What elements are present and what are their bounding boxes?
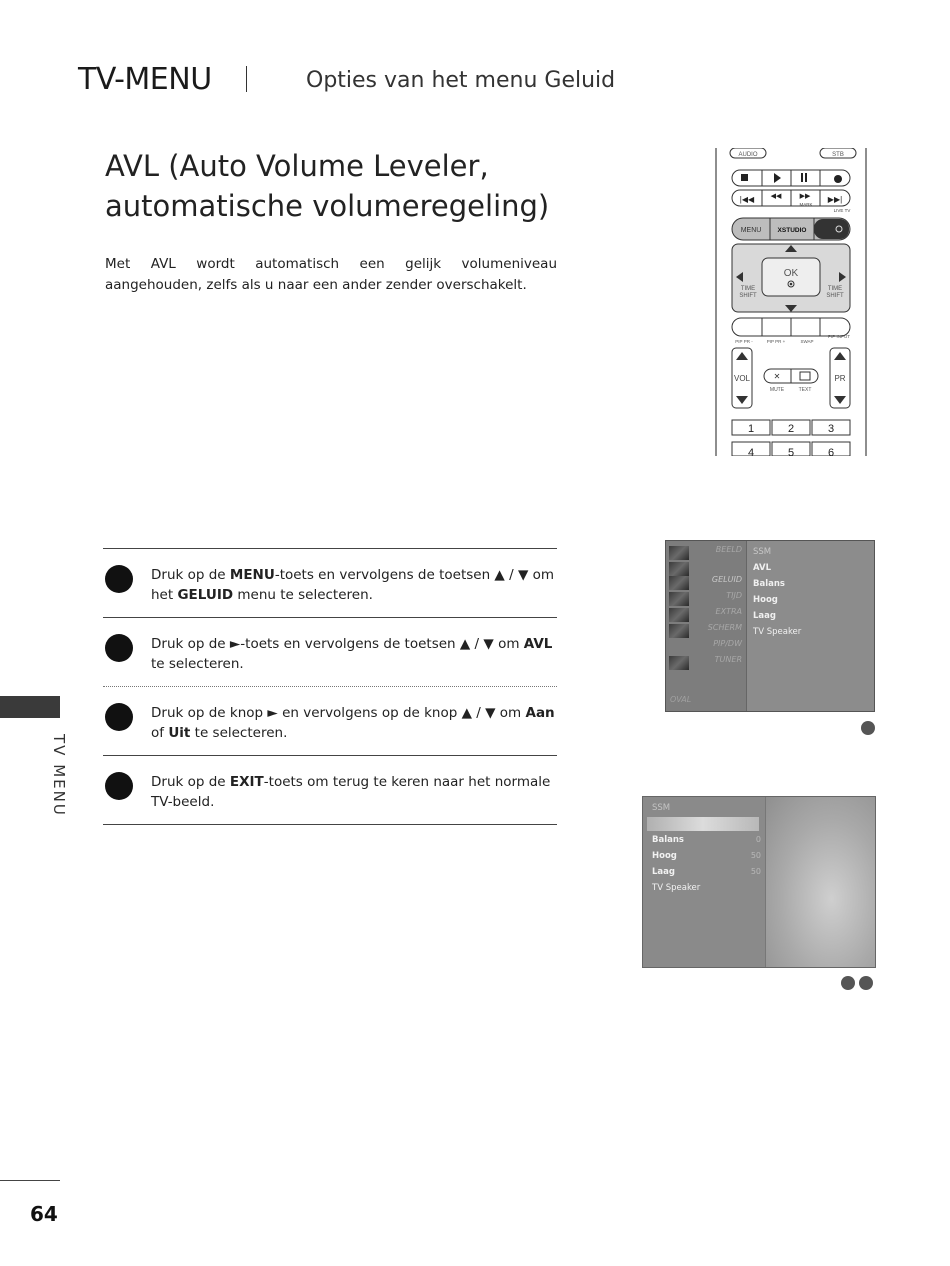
intro-paragraph: Met AVL wordt automatisch een gelijk volumeniveau aangehouden, zelfs als u naar een ander zender overschakelt. <box>105 256 557 293</box>
osd-footer: OVAL <box>670 695 692 704</box>
skip-forward-icon: ▶▶| <box>827 195 843 204</box>
step-4: Druk op de EXIT-toets om terug te keren naar het normale TV-beeld. <box>103 755 557 824</box>
category-thumb-icon <box>669 546 689 560</box>
page-title-line-2: automatische volumeregeling) <box>105 189 550 223</box>
aan-label: Aan <box>525 705 555 721</box>
stop-icon <box>741 174 748 181</box>
audio-button: AUDIO <box>738 152 758 158</box>
osd-category: EXTRA <box>666 607 746 623</box>
osd-value-laag: 50 <box>750 867 761 876</box>
pip-input-label: PIP INPUT <box>828 334 850 339</box>
time-shift-right-l1: TIME <box>827 286 843 292</box>
osd-category-selected: GELUID <box>666 575 746 591</box>
steps-bottom-rule <box>103 824 557 825</box>
pr-label: PR <box>834 374 846 383</box>
play-icon <box>774 173 781 183</box>
osd-item-balans: Balans <box>652 835 684 845</box>
record-icon <box>834 175 842 183</box>
xstudio-button: XSTUDIO <box>777 227 807 234</box>
key-4: 4 <box>747 447 755 456</box>
text-icon <box>800 372 810 380</box>
category-thumb-icon <box>669 592 689 606</box>
mute-label: MUTE <box>769 387 785 393</box>
step-bullet-icon <box>105 565 133 593</box>
page-title-line-1: AVL (Auto Volume Leveler, <box>105 149 489 183</box>
step-2: Druk op de ►-toets en vervolgens de toetsen ▲ / ▼ om AVL te selecteren. <box>103 617 557 686</box>
osd-tv-picture <box>766 797 875 967</box>
step-bullet-icon <box>105 703 133 731</box>
side-tab-marker <box>0 696 60 718</box>
step-indicator-dot <box>841 976 855 990</box>
page-number: 64 <box>30 1202 58 1226</box>
avl-label: AVL <box>523 636 553 652</box>
section-subtitle: Opties van het menu Geluid <box>306 68 616 93</box>
pr-down-icon <box>834 396 846 404</box>
time-shift-right-l2: SHIFT <box>826 293 844 299</box>
mute-icon: ✕ <box>773 372 781 381</box>
time-shift-left-l2: SHIFT <box>739 293 757 299</box>
uit-label: Uit <box>168 725 191 741</box>
step-bullet-icon <box>105 772 133 800</box>
side-tab-label: TV MENU <box>50 734 68 817</box>
osd-value-balans: 0 <box>755 835 761 844</box>
page-title <box>105 146 625 226</box>
osd-category: TUNER <box>666 655 746 671</box>
vol-label: VOL <box>733 374 751 383</box>
osd-screenshot-2 <box>642 796 876 968</box>
pip-pr-plus-label: PIP PR + <box>766 339 786 344</box>
key-6: 6 <box>827 447 835 456</box>
vol-down-icon <box>736 396 748 404</box>
osd-item-column <box>643 797 766 967</box>
osd-item-laag: Laag <box>753 611 776 621</box>
osd-category: BEELD <box>666 545 746 561</box>
section-heading: TV-MENU <box>78 62 212 97</box>
remote-control-illustration <box>714 148 868 456</box>
live-tv-label: LIVE TV <box>833 208 851 213</box>
footer-rule <box>0 1180 60 1181</box>
osd-category: SCHERM <box>666 623 746 639</box>
category-thumb-icon <box>669 576 689 590</box>
pr-up-icon <box>834 352 846 360</box>
osd-item-hoog: Hoog <box>753 595 778 605</box>
time-shift-left-l1: TIME <box>740 286 756 292</box>
text-label: TEXT <box>798 387 812 393</box>
osd-screenshot-1 <box>665 540 875 712</box>
osd-selection-highlight <box>647 817 759 831</box>
osd-item-tv-speaker: TV Speaker <box>753 627 802 637</box>
menu-button: MENU <box>740 227 762 234</box>
forward-icon: ▶▶ <box>799 193 811 200</box>
osd-value-hoog: 50 <box>750 851 761 860</box>
rewind-icon: ◀◀ <box>770 193 782 200</box>
swap-label: SWAP <box>800 339 814 344</box>
osd-item-ssm: SSM <box>753 547 772 557</box>
pip-pr-minus-label: PIP PR - <box>735 339 753 344</box>
step-1: Druk op de MENU-toets en vervolgens de toetsen ▲ / ▼ om het GELUID menu te selecteren. <box>103 548 557 617</box>
mark-label: MARK <box>799 202 813 207</box>
instruction-steps <box>103 548 557 825</box>
vol-up-icon <box>736 352 748 360</box>
step-3: Druk op de knop ► en vervolgens op de knop ▲ / ▼ om Aan of Uit te selecteren. <box>103 686 557 755</box>
osd-item-avl: AVL <box>753 563 771 573</box>
step-indicator-dot <box>861 721 875 735</box>
ok-button: OK <box>783 268 799 279</box>
category-thumb-icon <box>669 656 689 670</box>
step-indicator-dot <box>859 976 873 990</box>
category-thumb-icon <box>669 624 689 638</box>
stb-button: STB <box>832 152 844 158</box>
step-bullet-icon <box>105 634 133 662</box>
osd-category-column <box>666 541 746 711</box>
menu-key-label: MENU <box>229 567 275 583</box>
osd-item-balans: Balans <box>753 579 785 589</box>
header-separator <box>246 66 247 92</box>
osd-item-tv-speaker: TV Speaker <box>652 883 701 893</box>
key-1: 1 <box>747 423 755 435</box>
osd-category: PIP/DW <box>713 639 742 648</box>
category-thumb-icon <box>669 608 689 622</box>
exit-key-label: EXIT <box>229 774 264 790</box>
pause-icon <box>801 173 803 182</box>
skip-back-icon: |◀◀ <box>739 195 755 204</box>
key-3: 3 <box>827 423 835 435</box>
osd-item-laag: Laag <box>652 867 675 877</box>
osd-category: TIJD <box>666 591 746 607</box>
osd-item-ssm: SSM <box>652 803 671 813</box>
osd-item-column <box>746 541 875 711</box>
osd-item-hoog: Hoog <box>652 851 677 861</box>
key-2: 2 <box>787 423 795 435</box>
key-5: 5 <box>787 447 795 456</box>
geluid-label: GELUID <box>177 587 234 603</box>
category-thumb-icon <box>669 562 689 576</box>
